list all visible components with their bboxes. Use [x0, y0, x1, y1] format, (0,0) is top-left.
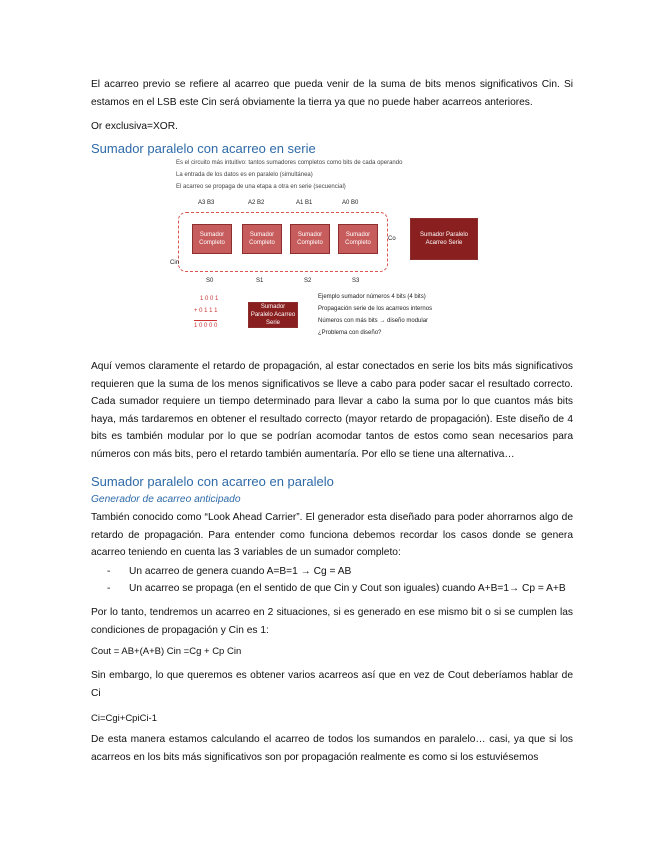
example-bullet-3: Números con más bits → diseño modular	[318, 318, 429, 324]
adder-4bit-small-block: Sumador Paralelo Acarreo Serie	[248, 302, 298, 328]
example-sum-line-1: 1 0 0 1	[200, 296, 219, 302]
list-item: - Un acarreo se propaga (en el sentido de que Cin y Cout son iguales) cuando A+B=1→ Cp = A+B	[107, 583, 566, 594]
subsection-heading: Generador de acarreo anticipado	[91, 494, 241, 505]
serie-paragraph: Aquí vemos claramente el retardo de propagación, al estar conectados en serie los bits más significativos requieren que la suma de los menos significativos se lleve a cabo para poder sacar el resultado correcto. Cada sumador requiere un tiempo determinado para llevar a cabo la suma por lo que cuantos más bits haya, más tardaremos en obtener el resultado correcto (mayor retardo de propagación). Este diseño de 4 bits es también modular por lo que se podrían acomodar tantos de estos como sean necesarios para números con más bits, pero el retardo también aumentaría. Por ello se tiene una alternativa…	[91, 361, 573, 460]
example-sum-line-3: 1 0 0 0 0	[194, 320, 217, 331]
list-item: - Un acarreo de genera cuando A=B=1 → Cg = AB	[107, 566, 352, 577]
carry-out-label: Co	[388, 236, 396, 242]
lookahead-paragraph: También conocido como “Look Ahead Carrier”. El generador esta diseñado para poder ahorrarnos algo de retardo de propagación. Para entender como funciona debemos recordar los casos donde se genera acarreo teniendo en cuenta las 3 variables de un sumador completo:	[91, 512, 573, 558]
example-bullet-2: Propagación serie de los acarreos internos	[318, 306, 433, 312]
section-heading-serie: Sumador paralelo con acarreo en serie	[91, 141, 316, 156]
full-adder-block: Sumador Completo	[192, 224, 232, 254]
output-label-1: S2	[304, 278, 312, 284]
carry-in-label: Cin	[170, 260, 180, 266]
adder-4bit-block: Sumador Paralelo Acarreo Serie	[410, 218, 478, 260]
input-label-0: A0 B0	[342, 200, 359, 206]
xor-note: Or exclusiva=XOR.	[91, 121, 178, 132]
diagram-bullet-1: Es el circuito más intuitivo: tantos sumadores completos como bits de cada operando	[176, 160, 403, 166]
parallel-paragraph: De esta manera estamos calculando el acarreo de todos los sumandos en paralelo… casi, ya que si los acarreos en los bits más significativos son por propagación realmente es como si los estuviésemos	[91, 734, 573, 763]
formula-cout: Cout = AB+(A+B) Cin =Cg + Cp Cin	[91, 646, 242, 657]
example-bullet-1: Ejemplo sumador números 4 bits (4 bits)	[318, 294, 426, 300]
full-adder-block: Sumador Completo	[242, 224, 282, 254]
intro-paragraph: El acarreo previo se refiere al acarreo que pueda venir de la suma de bits menos significativos Cin. Si estamos en el LSB este Cin será obviamente la tierra ya que no puede haber acarreos anteriores.	[91, 79, 573, 108]
multi-carry-paragraph: Sin embargo, lo que queremos es obtener varios acarreos así que en vez de Cout deberíamos hablar de Ci	[91, 670, 573, 699]
formula-ci: Ci=Cgi+CpiCi-1	[91, 713, 157, 724]
input-label-2: A2 B2	[248, 200, 265, 206]
section-heading-paralelo: Sumador paralelo con acarreo en paralelo	[91, 474, 334, 489]
conditions-paragraph: Por lo tanto, tendremos un acarreo en 2 situaciones, si es generado en ese mismo bit o si se cumplen las condiciones de propagación y Cin es 1:	[91, 607, 573, 636]
full-adder-block: Sumador Completo	[338, 224, 378, 254]
diagram-serie	[170, 158, 500, 358]
output-label-3: S0	[206, 278, 214, 284]
example-bullet-4: ¿Problema con diseño?	[318, 330, 382, 336]
output-label-0: S3	[352, 278, 360, 284]
diagram-bullet-3: El acarreo se propaga de una etapa a otra en serie (secuencial)	[176, 184, 346, 190]
output-label-2: S1	[256, 278, 264, 284]
full-adder-block: Sumador Completo	[290, 224, 330, 254]
input-label-1: A1 B1	[296, 200, 313, 206]
diagram-bullet-2: La entrada de los datos es en paralelo (simultánea)	[176, 172, 313, 178]
input-label-3: A3 B3	[198, 200, 215, 206]
example-sum-line-2: + 0 1 1 1	[194, 308, 218, 314]
